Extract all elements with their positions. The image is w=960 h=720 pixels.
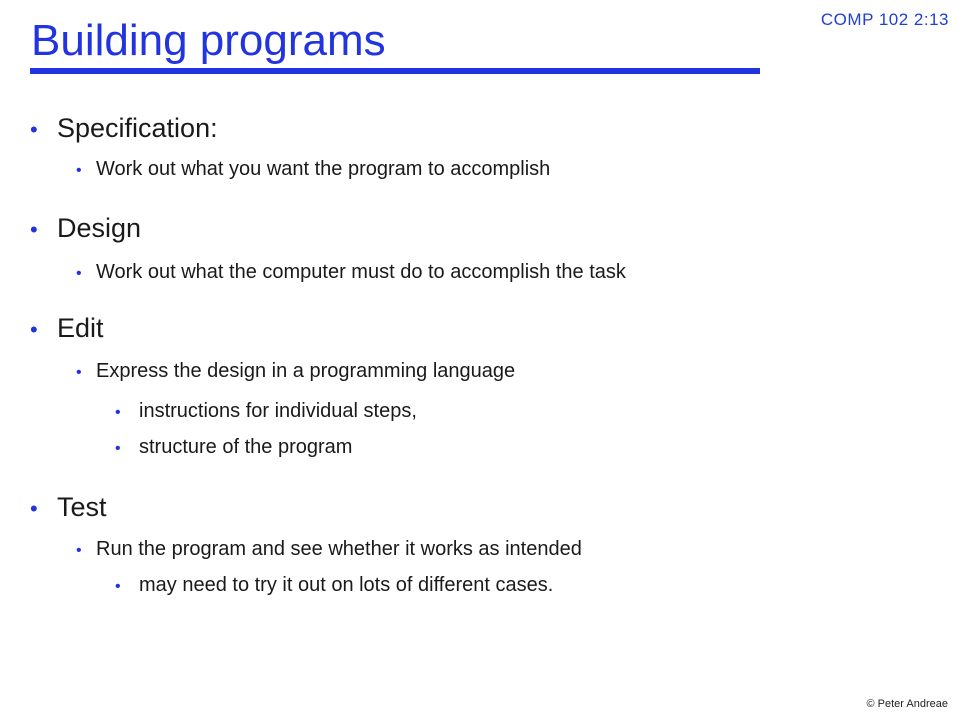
bullet-text: instructions for individual steps, — [139, 400, 417, 422]
bullet-text: Work out what the computer must do to accomplish the task — [96, 261, 626, 283]
sub-sub-bullet-test-1 — [115, 574, 553, 597]
bullet-icon: • — [76, 162, 82, 179]
sub-bullet-test — [76, 538, 582, 561]
copyright-footer: © Peter Andreae — [866, 698, 948, 710]
slide-title: Building programs — [31, 16, 386, 65]
sub-sub-bullet-edit-2 — [115, 436, 352, 459]
bullet-text: may need to try it out on lots of different cases. — [139, 574, 554, 596]
bullet-text: Work out what you want the program to accomplish — [96, 158, 551, 180]
bullet-text: Test — [57, 492, 107, 522]
bullet-icon: • — [30, 317, 38, 342]
bullet-text: Run the program and see whether it works as intended — [96, 538, 582, 560]
sub-bullet-edit — [76, 360, 515, 383]
bullet-icon: • — [76, 364, 82, 381]
bullet-design — [30, 213, 141, 244]
bullet-icon: • — [76, 265, 82, 282]
sub-sub-bullet-edit-1 — [115, 400, 417, 423]
title-underline — [30, 68, 760, 74]
bullet-text: Express the design in a programming language — [96, 360, 516, 382]
bullet-test — [30, 492, 107, 523]
bullet-text: Design — [57, 213, 142, 243]
sub-bullet-specification — [76, 158, 550, 181]
bullet-icon: • — [115, 578, 121, 595]
bullet-text: structure of the program — [139, 436, 353, 458]
bullet-icon: • — [30, 496, 38, 521]
bullet-icon: • — [115, 440, 121, 457]
bullet-icon: • — [30, 117, 38, 142]
bullet-icon: • — [30, 217, 38, 242]
bullet-icon: • — [76, 542, 82, 559]
course-code: COMP 102 2:13 — [820, 10, 949, 29]
sub-bullet-design — [76, 261, 626, 284]
bullet-icon: • — [115, 404, 121, 421]
bullet-specification — [30, 113, 218, 144]
bullet-edit — [30, 313, 104, 344]
bullet-text: Specification: — [57, 113, 218, 143]
bullet-text: Edit — [57, 313, 104, 343]
